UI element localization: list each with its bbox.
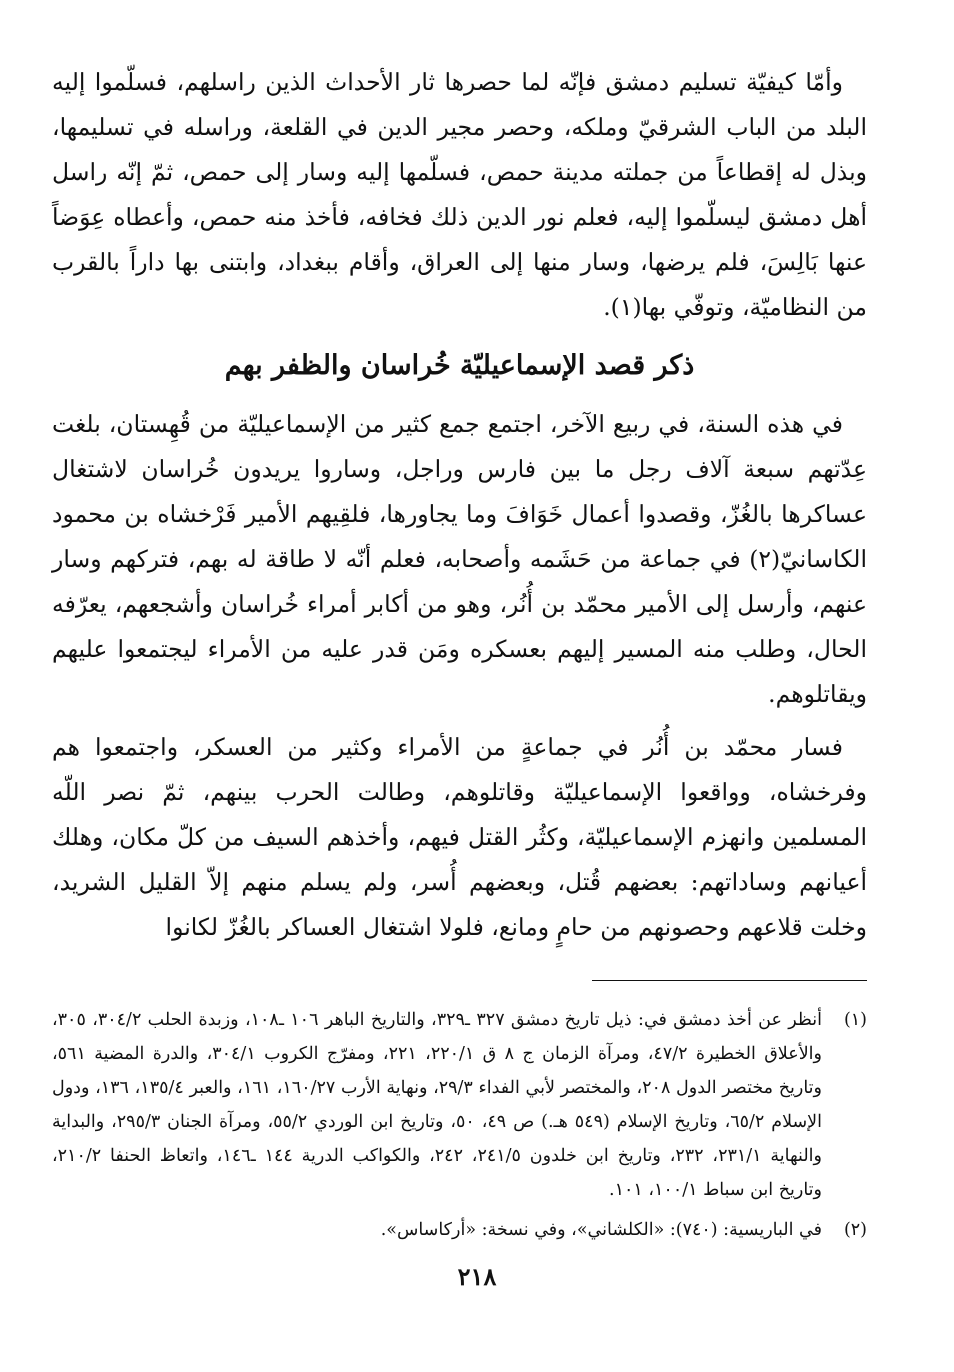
footnote-text: أنظر عن أخذ دمشق في: ذيل تاريخ دمشق ٣٢٧ ـ٣٢٩، والتاريخ الباهر ١٠٦ ـ١٠٨، وزبدة الحلب ٣٠٤/٢، ٣٠٥، والأعلاق الخطيرة ٤٧/٢، ومرآة الزمان ج ٨ ق ٢٢٠/١، ٢٢١، ومفرّج الكروب ٣٠٤/١، والدرة المضية ٥٦١، وتاريخ مختصر الدول ٢٠٨، والمختصر لأبي الفداء ٢٩/٣، ونهاية الأرب ١٦٠/٢٧، ١٦١، والعبر ١٣٥/٤، ١٣٦، ودول الإسلام ٦٥/٢، وتاريخ الإسلام (٥٤٩ هـ.) ص ٤٩، ٥٠، وتاريخ ابن الوردي ٥٥/٢، ومرآة الجنان ٢٩٥/٣، والبداية والنهاية ٢٣١/١، ٢٣٢، وتاريخ ابن خلدون ٢٤١/٥، ٢٤٢، والكواكب الدرية ١٤٤ ـ١٤٦، واتعاظ الحنفا ٢١٠/٢، وتاريخ ابن سباط ١٠٠/١، ١٠١.: [52, 1010, 823, 1200]
book-page: [52, 60, 867, 1350]
paragraph-ismailis-gathering: في هذه السنة، في ربيع الآخر، اجتمع جمع كثير من الإسماعيليّة من قُهِستان، بلغت عِدّتهم سبعة آلاف رجل ما بين فارس وراجل، وساروا يريدون خُراسان لاشتغال عساكرها بالغُزّ، وقصدوا أعمال خَوَافَ وما يجاورها، فلقِيهم الأمير فَرْخشاه بن محمود الكاسانيّ(٢) في جماعة من حَشَمه وأصحابه، فعلم أنّه لا طاقة له بهم، فتركهم وسار عنهم، وأرسل إلى الأمير محمّد بن أُنُر، وهو من أكابر أمراء خُراسان وأشجعهم، يعرّفه الحال، وطلب منه المسير إليهم بعسكره ومَن قدر عليه من الأمراء ليجتمعوا عليهم ويقاتلوهم.: [52, 410, 867, 708]
paragraph-damascus: وأمّا كيفيّة تسليم دمشق فإنّه لما حصرها ثار الأحداث الذين راسلهم، فسلّموا إليه البلد من الباب الشرقيّ وملكه، وحصر مجير الدين في القلعة، وراسله في تسليمها، وبذل له إقطاعاً من جملته مدينة حمص، فسلّمها إليه وسار إلى حمص، ثمّ إنّه راسل أهل دمشق ليسلّموا إليه، فعلم نور الدين ذلك فخافه، فأخذ منه حمص، وأعطاه عِوَضاً عنها بَالِسَ، فلم يرضها، وسار منها إلى العراق، وأقام ببغداد، وابتنى بها داراً بالقرب من النظاميّة، وتوفّي بها(١).: [52, 68, 867, 321]
footnote-1: [52, 1003, 867, 1207]
page-number: ٢١٨: [457, 1262, 497, 1291]
footnote-text: في الباريسية: (٧٤٠): «الكلشاني»، وفي نسخة: «أركاساس».: [380, 1220, 822, 1240]
footnote-number: (١): [843, 1010, 867, 1030]
footnote-number: (٢): [843, 1220, 867, 1240]
paragraph-battle: فسار محمّد بن أُنُر في جماعةٍ من الأمراء وكثير من العسكر، واجتمعوا هم وفرخشاه، وواقعوا الإسماعيليّة وقاتلوهم، وطالت الحرب بينهم، ثمّ نصر اللّه المسلمين وانهزم الإسماعيليّة، وكثُر القتل فيهم، وأخذهم السيف من كلّ مكان، وهلك أعيانهم وساداتهم: بعضهم قُتل، وبعضهم أُسر، ولم يسلم منهم إلاّ القليل الشريد، وخلت قلاعهم وحصونهم من حامٍ ومانع، فلولا اشتغال العساكر بالغُزّ لكانوا: [52, 733, 867, 941]
section-heading: ذكر قصد الإسماعيليّة خُراسان والظفر بهم: [224, 350, 695, 381]
footnote-separator: [592, 980, 867, 981]
footnote-2: [52, 1213, 867, 1247]
body-text-after: [52, 402, 867, 950]
body-text-before: [52, 60, 867, 330]
footnotes: [52, 1003, 867, 1247]
